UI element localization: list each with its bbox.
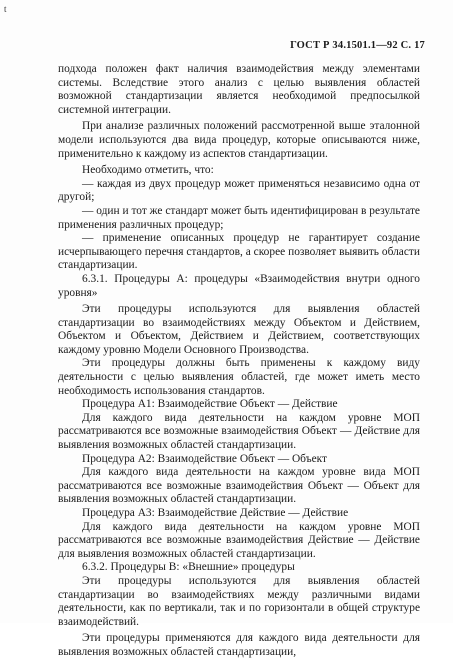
body-text — [58, 63, 420, 660]
list-item: — применение описанных процедур не гарантирует создание исчерпывающего перечня стандартов, а скорее позволяет выявить области стандартизации. — [58, 232, 420, 272]
list-item: — один и тот же стандарт может быть идентифицирован в результате применения различных процедур; — [58, 204, 420, 231]
paragraph: Для каждого вида деятельности на каждом уровне МОП рассматриваются все возможные взаимодействия Объект — Действие для выявления возможных областей стандартизации. — [58, 411, 420, 452]
paragraph: Эти процедуры используются для выявления областей стандартизации во взаимодействиях между различными видами деятельности, как по вертикали, так и по горизонтали в общей структуре взаимодействий. — [58, 574, 420, 628]
page-header: ГОСТ Р 34.1501.1—92 С. 17 — [290, 40, 425, 51]
section-heading: 6.3.1. Процедуры А: процедуры «Взаимодействия внутри одного уровня» — [58, 272, 420, 299]
paragraph: Для каждого вида деятельности на каждом уровне МОП рассматриваются все возможные взаимодействия Действие — Действие для выявления возможных областей стандартизации. — [58, 520, 420, 560]
paragraph: Необходимо отметить, что: — [82, 164, 214, 177]
procedure-heading: Процедура А1: Взаимодействие Объект — Действие — [82, 398, 338, 411]
list-item: — каждая из двух процедур может применяться независимо одна от другой; — [58, 177, 420, 204]
margin-mark: t — [4, 4, 7, 14]
procedure-heading: Процедура А3: Взаимодействие Действие — Действие — [82, 507, 349, 519]
procedure-heading: Процедура А2: Взаимодействие Объект — Объект — [82, 452, 327, 465]
paragraph: Эти процедуры должны быть применены к каждому виду деятельности с целью выявления областей, где может иметь место необходимость использования стандартов. — [58, 357, 420, 397]
paragraph: подхода положен факт наличия взаимодействия между элементами системы. Вследствие этого анализ с целью выявления областей возможной стандартизации является необходимой предпосылкой системной интеграции. — [58, 63, 420, 116]
paragraph: Для каждого вида деятельности на каждом уровне вида МОП рассматриваются все возможные взаимодействия Объект — Объект для выявления возможных областей стандартизации. — [58, 466, 420, 506]
paragraph: Эти процедуры используются для выявления областей стандартизации во взаимодействиях между Объектом и Действием, Объектом и Объектом, Действием и Действием, соответствующих каждому уровню Модели Основного Производства. — [58, 303, 420, 356]
paragraph: Эти процедуры применяются для каждого вида деятельности для выявления возможных областей стандартизации, — [58, 632, 420, 658]
paragraph: При анализе различных положений рассмотренной выше эталонной модели используются два вида процедур, которые описываются ниже, применительно к каждому из аспектов стандартизации. — [58, 120, 420, 160]
section-heading: 6.3.2. Процедуры В: «Внешние» процедуры — [82, 561, 295, 574]
